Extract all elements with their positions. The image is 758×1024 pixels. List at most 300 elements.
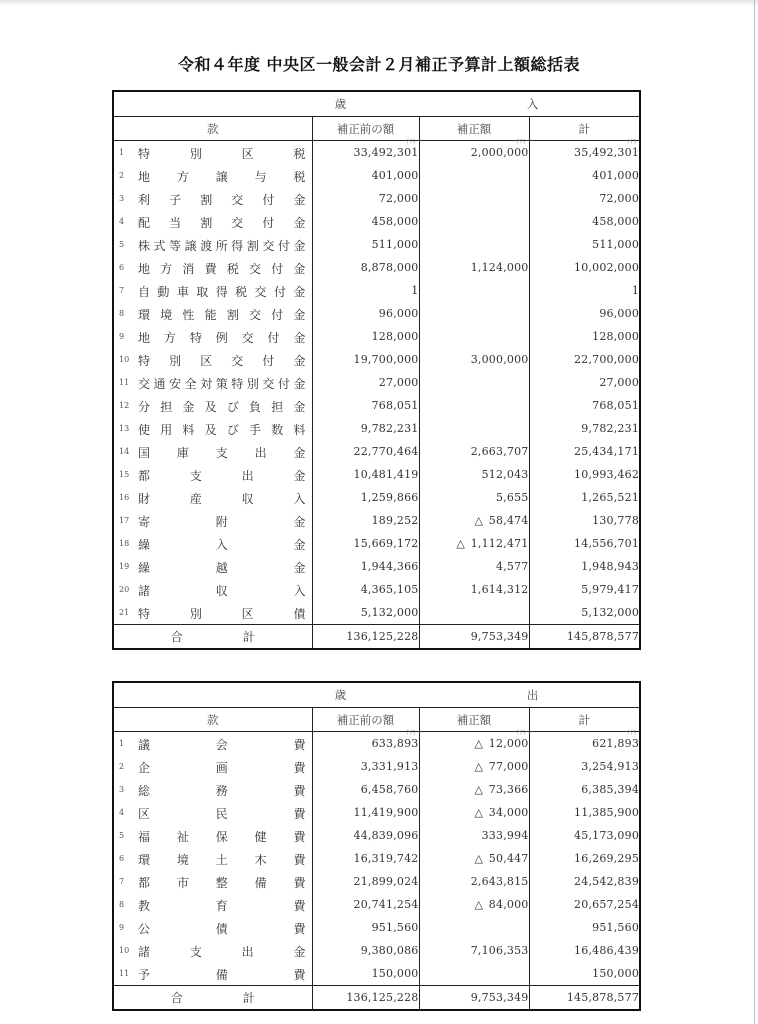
amount-before — [312, 440, 419, 463]
item-number: 20 — [119, 585, 130, 594]
amount-total — [529, 801, 640, 824]
amount-total — [529, 302, 640, 325]
item-name: 議 会 費 — [138, 738, 306, 752]
amount-before-value: 19,700,000 — [353, 353, 419, 366]
unit-label: 千円 — [625, 730, 637, 736]
amount-adjust-value: △ 73,366 — [474, 783, 529, 796]
item-cell — [113, 486, 312, 509]
item-name: 環 境 土 木 費 — [138, 853, 306, 867]
amount-total-value: 511,000 — [592, 238, 640, 251]
amount-total — [529, 394, 640, 417]
amount-total-value: 10,002,000 — [574, 261, 640, 274]
revenue-table — [112, 90, 641, 650]
table-row — [113, 256, 640, 279]
amount-before — [312, 893, 419, 916]
amount-adjust — [419, 141, 529, 165]
amount-total-value: 1,265,521 — [581, 491, 640, 504]
amount-adjust — [419, 325, 529, 348]
item-name: 総 務 費 — [138, 784, 306, 798]
item-number: 7 — [119, 286, 125, 295]
amount-adjust — [419, 394, 529, 417]
amount-before — [312, 755, 419, 778]
amount-adjust-value: 2,000,000 — [470, 146, 529, 159]
item-cell — [113, 141, 312, 165]
amount-adjust-value: 2,663,707 — [470, 445, 529, 458]
amount-before — [312, 824, 419, 847]
amount-total-value: 458,000 — [592, 215, 640, 228]
section-right-char: 出 — [526, 688, 539, 702]
col-header-adjust: 補正額 — [419, 708, 529, 732]
item-name: 国 庫 支 出 金 — [138, 446, 306, 460]
item-cell — [113, 348, 312, 371]
amount-before-value: 128,000 — [371, 330, 419, 343]
amount-total-value: 72,000 — [599, 192, 640, 205]
amount-total-value: 5,132,000 — [581, 606, 640, 619]
amount-before-value: 1,944,366 — [360, 560, 419, 573]
amount-total-value: 5,979,417 — [581, 583, 640, 596]
item-cell — [113, 578, 312, 601]
amount-adjust-value: 5,655 — [496, 491, 529, 504]
item-cell — [113, 732, 312, 756]
amount-before-value: 72,000 — [378, 192, 419, 205]
amount-total-value: 10,993,462 — [574, 468, 640, 481]
col-header-adjust: 補正額 — [419, 117, 529, 141]
amount-total — [529, 939, 640, 962]
amount-total — [529, 509, 640, 532]
section-left-char: 歳 — [334, 97, 347, 111]
item-name: 予 備 費 — [138, 968, 306, 982]
amount-total — [529, 847, 640, 870]
item-cell — [113, 801, 312, 824]
amount-adjust — [419, 187, 529, 210]
amount-adjust — [419, 463, 529, 486]
item-number: 3 — [119, 785, 125, 794]
item-name: 繰 越 金 — [138, 561, 306, 575]
section-heading — [113, 682, 640, 708]
amount-adjust — [419, 893, 529, 916]
item-name: 財 産 収 入 — [138, 492, 306, 506]
col-header-total: 計 — [529, 708, 640, 732]
amount-before-value: 3,331,913 — [360, 760, 419, 773]
amount-adjust-value: 4,577 — [496, 560, 529, 573]
amount-adjust — [419, 417, 529, 440]
table-row — [113, 962, 640, 986]
item-name: 諸 収 入 — [138, 584, 306, 598]
table-row — [113, 801, 640, 824]
amount-total — [529, 233, 640, 256]
item-name: 株 式 等 譲 渡 所 得 割 交 付 金 — [138, 239, 306, 253]
table-row — [113, 371, 640, 394]
amount-total — [529, 371, 640, 394]
table-row — [113, 755, 640, 778]
item-number: 1 — [119, 148, 125, 157]
amount-before-value: 150,000 — [371, 967, 419, 980]
amount-before — [312, 801, 419, 824]
amount-before — [312, 555, 419, 578]
amount-before-value: 33,492,301 — [353, 146, 419, 159]
table-row — [113, 417, 640, 440]
amount-before-value: 8,878,000 — [360, 261, 419, 274]
amount-adjust — [419, 578, 529, 601]
amount-before-value: 22,770,464 — [353, 445, 419, 458]
table-row — [113, 302, 640, 325]
item-name: 区 民 費 — [138, 807, 306, 821]
unit-label: 千円 — [625, 139, 637, 145]
amount-adjust-value: 7,106,353 — [470, 944, 529, 957]
amount-before — [312, 870, 419, 893]
amount-total — [529, 325, 640, 348]
col-header-before: 補正前の額 — [312, 708, 419, 732]
amount-total — [529, 187, 640, 210]
item-number: 9 — [119, 923, 125, 932]
amount-before — [312, 509, 419, 532]
section-left-char: 歳 — [334, 688, 347, 702]
section-right-char: 入 — [526, 97, 539, 111]
item-number: 2 — [119, 762, 125, 771]
total-adjust: 9,753,349 — [419, 986, 529, 1011]
item-cell — [113, 778, 312, 801]
total-before: 136,125,228 — [312, 986, 419, 1011]
amount-before — [312, 916, 419, 939]
amount-before — [312, 847, 419, 870]
col-header-item: 款 — [113, 117, 312, 141]
item-name: 地 方 譲 与 税 — [138, 170, 306, 184]
item-cell — [113, 394, 312, 417]
table-row — [113, 187, 640, 210]
item-cell — [113, 210, 312, 233]
item-cell — [113, 187, 312, 210]
amount-before-value: 1 — [411, 284, 419, 297]
amount-before — [312, 348, 419, 371]
amount-before — [312, 187, 419, 210]
amount-total — [529, 755, 640, 778]
table-row — [113, 164, 640, 187]
item-number: 5 — [119, 240, 125, 249]
amount-adjust-value: △ 84,000 — [474, 898, 529, 911]
total-before: 136,125,228 — [312, 625, 419, 650]
amount-adjust — [419, 778, 529, 801]
amount-total — [529, 962, 640, 986]
amount-before-value: 10,481,419 — [353, 468, 419, 481]
total-row — [113, 986, 640, 1011]
amount-adjust — [419, 440, 529, 463]
revenue-section-header — [113, 91, 640, 117]
amount-before — [312, 141, 419, 165]
table-row — [113, 939, 640, 962]
item-cell — [113, 509, 312, 532]
amount-total-value: 96,000 — [599, 307, 640, 320]
amount-total-value: 3,254,913 — [581, 760, 640, 773]
item-number: 14 — [119, 447, 130, 456]
item-number: 15 — [119, 470, 130, 479]
amount-adjust-value: 1,124,000 — [470, 261, 529, 274]
table-row — [113, 141, 640, 165]
amount-adjust — [419, 256, 529, 279]
table-row — [113, 916, 640, 939]
amount-total — [529, 555, 640, 578]
item-cell — [113, 962, 312, 986]
item-number: 18 — [119, 539, 130, 548]
amount-total-value: 20,657,254 — [574, 898, 640, 911]
unit-label: 千円 — [405, 730, 416, 736]
column-header-row — [113, 117, 640, 141]
total-label-left: 合 — [170, 991, 183, 1005]
amount-total-value: 11,385,900 — [574, 806, 640, 819]
table-row — [113, 532, 640, 555]
amount-before — [312, 279, 419, 302]
unit-label: 千円 — [405, 139, 416, 145]
amount-total — [529, 440, 640, 463]
document-title: 令和４年度 中央区一般会計２月補正予算計上額総括表 — [177, 55, 581, 74]
item-number: 19 — [119, 562, 130, 571]
amount-adjust — [419, 509, 529, 532]
unit-label: 千円 — [515, 139, 526, 145]
table-row — [113, 486, 640, 509]
item-cell — [113, 939, 312, 962]
total-label-right: 計 — [242, 630, 255, 644]
section-heading — [113, 91, 640, 117]
item-cell — [113, 440, 312, 463]
table-row — [113, 601, 640, 625]
amount-adjust — [419, 210, 529, 233]
item-cell — [113, 532, 312, 555]
amount-adjust-value: 2,643,815 — [470, 875, 529, 888]
item-name: 自 動 車 取 得 税 交 付 金 — [138, 285, 306, 299]
item-number: 12 — [119, 401, 130, 410]
total-label — [113, 986, 312, 1011]
item-number: 8 — [119, 309, 125, 318]
amount-total-value: 16,269,295 — [574, 852, 640, 865]
amount-before — [312, 371, 419, 394]
item-name: 諸 支 出 金 — [138, 945, 306, 959]
total-adjust: 9,753,349 — [419, 625, 529, 650]
amount-adjust — [419, 601, 529, 625]
amount-before — [312, 302, 419, 325]
item-number: 4 — [119, 217, 125, 226]
amount-adjust — [419, 532, 529, 555]
amount-before-value: 6,458,760 — [360, 783, 419, 796]
table-row — [113, 440, 640, 463]
item-number: 11 — [119, 969, 130, 978]
amount-total — [529, 578, 640, 601]
item-cell — [113, 555, 312, 578]
amount-before — [312, 164, 419, 187]
expenditure-section-header — [113, 682, 640, 708]
amount-before — [312, 578, 419, 601]
item-cell — [113, 164, 312, 187]
item-cell — [113, 755, 312, 778]
amount-before — [312, 210, 419, 233]
table-row — [113, 210, 640, 233]
amount-total-value: 22,700,000 — [574, 353, 640, 366]
amount-total — [529, 732, 640, 756]
col-header-item: 款 — [113, 708, 312, 732]
amount-before-value: 9,380,086 — [360, 944, 419, 957]
amount-total — [529, 601, 640, 625]
table-row — [113, 778, 640, 801]
amount-total — [529, 279, 640, 302]
viewer-top-edge — [0, 0, 758, 6]
amount-total — [529, 486, 640, 509]
amount-before-value: 16,319,742 — [353, 852, 419, 865]
item-cell — [113, 302, 312, 325]
item-name: 特 別 区 交 付 金 — [138, 354, 306, 368]
amount-total-value: 24,542,839 — [574, 875, 640, 888]
amount-before — [312, 325, 419, 348]
amount-before — [312, 417, 419, 440]
table-row — [113, 325, 640, 348]
item-name: 寄 附 金 — [138, 515, 306, 529]
table-row — [113, 732, 640, 756]
table-row — [113, 279, 640, 302]
amount-total — [529, 893, 640, 916]
item-cell — [113, 233, 312, 256]
amount-before-value: 1,259,866 — [360, 491, 419, 504]
amount-before-value: 27,000 — [378, 376, 419, 389]
item-cell — [113, 847, 312, 870]
item-name: 地 方 消 費 税 交 付 金 — [138, 262, 306, 276]
amount-before-value: 44,839,096 — [353, 829, 419, 842]
amount-adjust — [419, 486, 529, 509]
item-name: 特 別 区 税 — [138, 147, 306, 161]
amount-total-value: 951,560 — [592, 921, 640, 934]
amount-total-value: 25,434,171 — [574, 445, 640, 458]
item-cell — [113, 325, 312, 348]
amount-total-value: 45,173,090 — [574, 829, 640, 842]
total-label — [113, 625, 312, 650]
amount-before — [312, 532, 419, 555]
amount-total-value: 768,051 — [592, 399, 640, 412]
amount-before-value: 633,893 — [371, 737, 419, 750]
item-cell — [113, 870, 312, 893]
amount-adjust — [419, 755, 529, 778]
amount-total — [529, 141, 640, 165]
item-number: 9 — [119, 332, 125, 341]
amount-total — [529, 916, 640, 939]
item-number: 17 — [119, 516, 130, 525]
item-name: 特 別 区 債 — [138, 607, 306, 621]
amount-adjust — [419, 371, 529, 394]
amount-total-value: 1 — [631, 284, 640, 297]
amount-total — [529, 348, 640, 371]
table-row — [113, 555, 640, 578]
amount-adjust — [419, 348, 529, 371]
amount-adjust — [419, 870, 529, 893]
table-row — [113, 578, 640, 601]
amount-total-value: 128,000 — [592, 330, 640, 343]
amount-total — [529, 256, 640, 279]
item-name: 分 担 金 及 び 負 担 金 — [138, 400, 306, 414]
item-cell — [113, 279, 312, 302]
item-number: 11 — [119, 378, 130, 387]
item-name: 企 画 費 — [138, 761, 306, 775]
amount-total-value: 401,000 — [592, 169, 640, 182]
unit-label: 千円 — [515, 730, 526, 736]
item-number: 1 — [119, 739, 125, 748]
amount-adjust-value: △ 34,000 — [474, 806, 529, 819]
table-row — [113, 847, 640, 870]
item-number: 10 — [119, 946, 130, 955]
amount-adjust-value: △ 1,112,471 — [456, 537, 529, 550]
item-number: 5 — [119, 831, 125, 840]
amount-before — [312, 962, 419, 986]
amount-total — [529, 463, 640, 486]
amount-before-value: 5,132,000 — [360, 606, 419, 619]
item-name: 地 方 特 例 交 付 金 — [138, 331, 306, 345]
amount-total-value: 16,486,439 — [574, 944, 640, 957]
item-number: 21 — [119, 608, 130, 617]
amount-adjust-value: △ 12,000 — [474, 737, 529, 750]
column-header-row — [113, 708, 640, 732]
item-number: 3 — [119, 194, 125, 203]
item-cell — [113, 916, 312, 939]
item-name: 使 用 料 及 び 手 数 料 — [138, 423, 306, 437]
amount-before-value: 21,899,024 — [353, 875, 419, 888]
amount-before-value: 458,000 — [371, 215, 419, 228]
amount-total — [529, 417, 640, 440]
item-number: 2 — [119, 171, 125, 180]
amount-adjust — [419, 279, 529, 302]
amount-adjust-value: △ 58,474 — [474, 514, 529, 527]
amount-adjust-value: 1,614,312 — [470, 583, 529, 596]
item-number: 13 — [119, 424, 130, 433]
amount-total-value: 14,556,701 — [574, 537, 640, 550]
item-cell — [113, 371, 312, 394]
amount-before-value: 768,051 — [371, 399, 419, 412]
amount-before — [312, 463, 419, 486]
table-row — [113, 824, 640, 847]
table-row — [113, 870, 640, 893]
item-name: 利 子 割 交 付 金 — [138, 193, 306, 207]
amount-adjust-value: △ 50,447 — [474, 852, 529, 865]
amount-total — [529, 824, 640, 847]
amount-before — [312, 256, 419, 279]
amount-adjust-value: △ 77,000 — [474, 760, 529, 773]
table-row — [113, 348, 640, 371]
item-name: 福 祉 保 健 費 — [138, 830, 306, 844]
amount-adjust — [419, 847, 529, 870]
amount-before — [312, 233, 419, 256]
total-sum: 145,878,577 — [529, 986, 640, 1011]
amount-adjust-value: 512,043 — [481, 468, 529, 481]
col-header-before: 補正前の額 — [312, 117, 419, 141]
amount-before-value: 189,252 — [371, 514, 419, 527]
item-number: 10 — [119, 355, 130, 364]
item-cell — [113, 463, 312, 486]
table-row — [113, 509, 640, 532]
amount-before-value: 401,000 — [371, 169, 419, 182]
amount-total-value: 1,948,943 — [581, 560, 640, 573]
item-number: 7 — [119, 877, 125, 886]
total-sum: 145,878,577 — [529, 625, 640, 650]
amount-before — [312, 601, 419, 625]
amount-adjust — [419, 164, 529, 187]
amount-adjust — [419, 939, 529, 962]
amount-adjust — [419, 302, 529, 325]
amount-before-value: 96,000 — [378, 307, 419, 320]
table-row — [113, 893, 640, 916]
col-header-total: 計 — [529, 117, 640, 141]
amount-total-value: 621,893 — [592, 737, 640, 750]
item-cell — [113, 824, 312, 847]
amount-total-value: 6,385,394 — [581, 783, 640, 796]
table-row — [113, 233, 640, 256]
amount-total — [529, 778, 640, 801]
amount-before-value: 20,741,254 — [353, 898, 419, 911]
amount-before — [312, 732, 419, 756]
amount-before — [312, 778, 419, 801]
item-name: 都 支 出 金 — [138, 469, 306, 483]
